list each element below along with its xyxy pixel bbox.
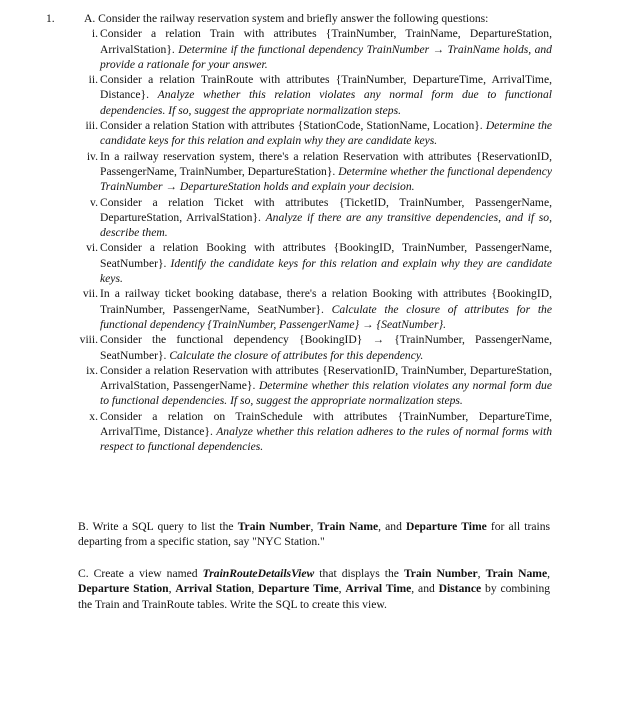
- sub-question-text: Consider a relation Ticket with attributes {TicketID, TrainNumber, PassengerName, DepartureStation, ArrivalStation}.: [100, 195, 552, 224]
- question-number: 1.: [46, 12, 55, 25]
- sub-question: [84, 118, 552, 149]
- sub-question-task: Identify the candidate keys for this relation and explain why they are candidate keys.: [100, 256, 552, 286]
- sub-question-number: viii.: [79, 333, 98, 347]
- part-a-intro: A. Consider the railway reservation system and briefly answer the following questions:: [84, 12, 489, 25]
- part-c-separator: ,: [547, 567, 550, 580]
- sub-question-task: Calculate the closure of attributes for this dependency.: [169, 348, 424, 362]
- part-c-field-departure-station: Departure Station: [78, 582, 169, 596]
- sub-question-task: Analyze whether this relation violates any normal form due to functional dependencies. If so, suggest the appropriate normalization steps.: [100, 88, 552, 117]
- sub-question-text: Consider a relation on TrainSchedule with attributes {TrainNumber, DepartureTime, ArrivalTime, Distance}.: [100, 409, 552, 439]
- sub-question: [84, 363, 552, 409]
- part-b-separator: ,: [310, 520, 318, 533]
- part-c-separator: , and: [411, 582, 439, 596]
- part-c-separator: ,: [338, 582, 346, 596]
- sub-question-number: ix.: [86, 363, 98, 377]
- part-b-field-train-number: Train Number: [237, 520, 311, 533]
- part-c-field-departure-time: Departure Time: [258, 582, 339, 596]
- sub-question-task: Analyze if there are any transitive dependencies, and if so, describe them.: [100, 210, 553, 240]
- part-c-separator: ,: [251, 582, 259, 596]
- sub-question: [84, 149, 552, 195]
- sub-question-number: v.: [90, 195, 98, 209]
- sub-question-number: i.: [91, 27, 98, 41]
- part-c-text: C. Create a view named: [78, 567, 203, 580]
- sub-question-number: vii.: [82, 287, 98, 301]
- sub-question-task: Analyze whether this relation adheres to the rules of normal forms with respect to functional dependencies.: [100, 425, 552, 454]
- sub-question-text: Consider a relation Booking with attributes {BookingID, TrainNumber, PassengerName, SeatNumber}.: [100, 241, 552, 270]
- sub-question-text: Consider a relation Train with attributes {TrainNumber, TrainName, DepartureStation, ArrivalStation}.: [100, 27, 552, 56]
- part-c-view-name: TrainRouteDetailsView: [202, 567, 315, 580]
- sub-question-number: ii.: [88, 73, 98, 87]
- sub-question-number: vi.: [86, 241, 98, 255]
- sub-question-number: iv.: [86, 149, 98, 163]
- part-b-text: B. Write a SQL query to list the: [78, 520, 238, 533]
- part-c-separator: ,: [168, 582, 176, 596]
- sub-question: [84, 195, 552, 241]
- part-c: [78, 566, 550, 612]
- part-c-text: that displays the: [314, 567, 404, 580]
- sub-question: [84, 72, 552, 118]
- sub-question-task: Determine whether the functional dependency TrainNumber → DepartureStation holds and explain your decision.: [100, 164, 552, 194]
- sub-question-task: Determine the candidate keys for this relation and explain why they are candidate keys.: [100, 119, 553, 148]
- sub-question: [84, 286, 552, 332]
- sub-question: [79, 332, 552, 363]
- sub-question-number: iii.: [85, 119, 98, 133]
- part-b-text: for all trains departing from a specific station, say "NYC Station.": [78, 520, 551, 549]
- sub-question-task: Determine whether this relation violates any normal form due to functional dependencies. If so, suggest the appropriate normalization steps.: [100, 379, 552, 408]
- part-c-field-arrival-time: Arrival Time: [345, 582, 412, 596]
- part-c-text: by combining the Train and TrainRoute tables. Write the SQL to create this view.: [78, 582, 551, 611]
- part-b-field-departure-time: Departure Time: [406, 520, 487, 533]
- sub-question-text: Consider a relation TrainRoute with attributes {TrainNumber, DepartureTime, ArrivalTime, Distance}.: [100, 73, 552, 102]
- sub-question-task: Calculate the closure of attributes for the functional dependency {TrainNumber, PassengerName} → {SeatNumber}.: [100, 302, 552, 331]
- sub-question-text: In a railway reservation system, there's a relation Reservation with attributes {ReservationID, PassengerName, TrainNumber, DepartureStation}.: [100, 149, 552, 178]
- sub-question-number: x.: [89, 409, 98, 423]
- sub-question-task: Determine if the functional dependency TrainNumber → TrainName holds, and provide a rationale for your answer.: [100, 42, 552, 71]
- sub-question: [84, 26, 552, 72]
- sub-question: [84, 409, 552, 455]
- sub-question-text: Consider a relation Station with attributes {StationCode, StationName, Location}.: [100, 119, 486, 133]
- sub-question-text: In a railway ticket booking database, there's a relation Booking with attributes {BookingID, TrainNumber, PassengerName, SeatNumber}.: [100, 287, 552, 316]
- part-c-field-train-name: Train Name: [485, 567, 548, 580]
- part-b: [78, 519, 550, 550]
- part-c-field-arrival-station: Arrival Station: [175, 582, 252, 596]
- part-b-separator: , and: [378, 520, 407, 533]
- part-c-field-train-number: Train Number: [403, 567, 478, 580]
- part-c-field-distance: Distance: [438, 582, 482, 596]
- sub-question-text: Consider the functional dependency {BookingID} → {TrainNumber, PassengerName, SeatNumber}.: [100, 333, 552, 362]
- part-c-separator: ,: [477, 567, 486, 580]
- sub-question: [84, 240, 552, 286]
- part-b-field-train-name: Train Name: [317, 520, 379, 533]
- part-a: [79, 11, 553, 455]
- sub-question-text: Consider a relation Reservation with attributes {ReservationID, TrainNumber, DepartureStation, ArrivalStation, PassengerName}.: [100, 363, 552, 393]
